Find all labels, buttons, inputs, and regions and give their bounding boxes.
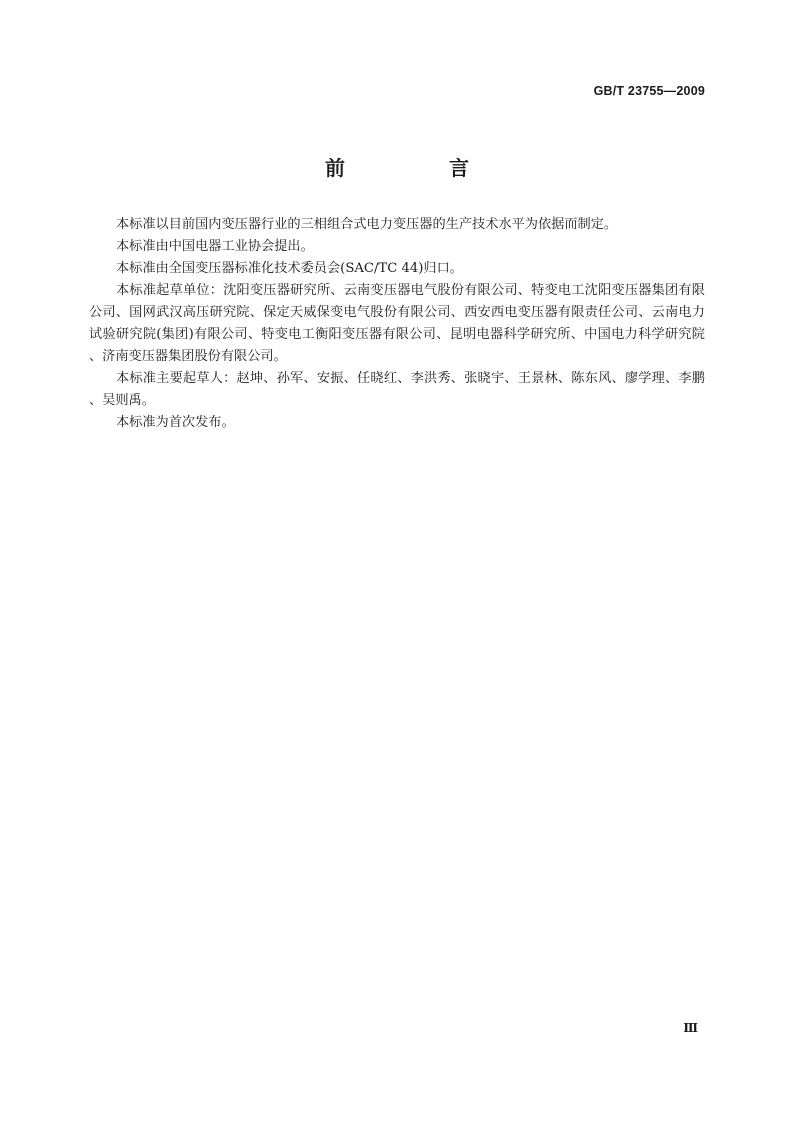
paragraph-centralized-by: 本标准由全国变压器标准化技术委员会(SAC/TC 44)归口。 bbox=[116, 261, 463, 276]
standard-code: GB/T 23755—2009 bbox=[593, 84, 705, 98]
paragraph-drafters: 本标准主要起草人：赵坤、孙军、安振、任晓红、李洪秀、张晓宇、王景林、陈东风、廖学理、李鹏、吴则禹。 bbox=[89, 371, 705, 408]
page-number: Ⅲ bbox=[683, 1021, 697, 1035]
page-title: 前 言 bbox=[325, 156, 511, 180]
paragraph-drafting-units: 本标准起草单位：沈阳变压器研究所、云南变压器电气股份有限公司、特变电工沈阳变压器集团有限公司、国网武汉高压研究院、保定天威保变电气股份有限公司、西安西电变压器有限责任公司、云南电力试验研究院(集团)有限公司、特变电工衡阳变压器有限公司、昆明电器科学研究所、中国电力科学研究院、济南变压器集团股份有限公司。 bbox=[89, 283, 705, 364]
paragraph-proposed-by: 本标准由中国电器工业协会提出。 bbox=[116, 239, 314, 254]
foreword-body bbox=[89, 214, 705, 434]
paragraph-first-release: 本标准为首次发布。 bbox=[116, 415, 235, 430]
paragraph-basis: 本标准以目前国内变压器行业的三相组合式电力变压器的生产技术水平为依据而制定。 bbox=[116, 217, 618, 232]
